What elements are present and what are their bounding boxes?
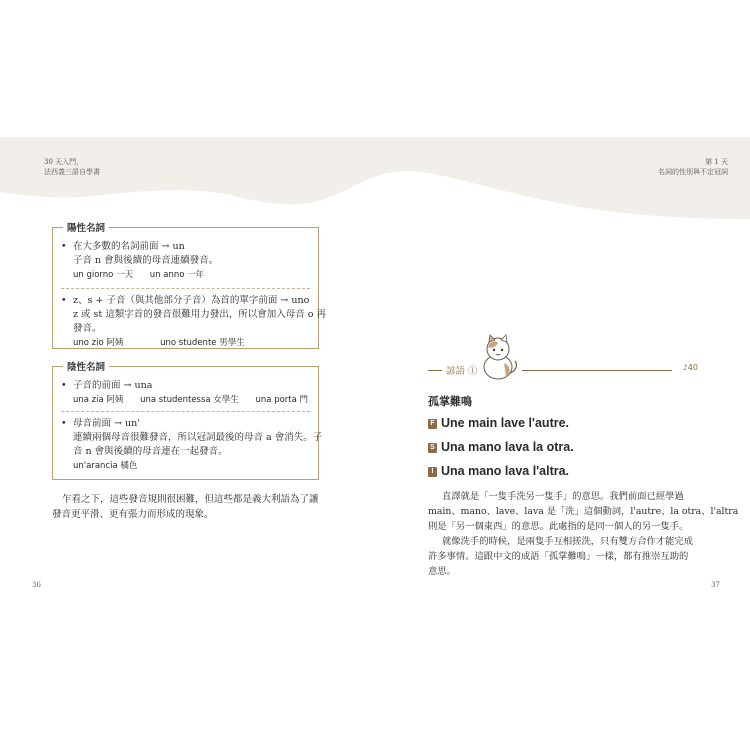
masc-rule-2 <box>61 294 326 350</box>
example: una studentessa 女學生 <box>140 395 239 405</box>
bullet-icon: • <box>61 380 67 391</box>
example: uno zio 阿姨 <box>73 338 124 348</box>
spanish-sentence <box>428 440 574 454</box>
right-para-line6: 意思。 <box>428 566 456 577</box>
masculine-nouns-box <box>52 223 327 349</box>
right-paragraph <box>428 489 738 579</box>
heading-rule-right <box>522 370 672 371</box>
masc-rule1-examples <box>73 268 218 282</box>
right-para-line5: 許多事情。這跟中文的成語「孤掌難鳴」一樣，都有推崇互助的 <box>428 551 689 562</box>
feminine-nouns-box <box>52 362 323 480</box>
fem-rule2-examples <box>73 459 322 473</box>
fem-rule2-line2: 連續兩個母音很難發音，所以冠詞最後的母音 a 會消失。子 <box>73 432 323 443</box>
page-number-left: 36 <box>32 581 41 589</box>
book-title-line1: 30 天入門， <box>44 158 84 166</box>
cat-illustration-icon <box>476 333 520 381</box>
book-title-line2: 法西義三語自學書 <box>44 168 100 176</box>
example: un anno 一年 <box>149 270 205 280</box>
bullet-icon: • <box>61 241 67 252</box>
chapter-day: 第 1 天 <box>705 158 728 166</box>
masc-rule2-examples <box>73 336 326 350</box>
proverb-heading-bar <box>428 363 698 377</box>
fem-rule2-line3: 音 n 會與後續的母音連在一起發音。 <box>73 446 228 457</box>
chapter-title: 名詞的性別與不定冠詞 <box>658 168 728 176</box>
fem-rule1-examples <box>73 393 322 407</box>
header-left <box>44 157 100 177</box>
spanish-text: Una mano lava la otra. <box>441 440 574 454</box>
page-number-right: 37 <box>711 581 720 589</box>
divider <box>61 288 310 289</box>
header-band <box>0 137 750 227</box>
proverb-heading: 諺語 ① <box>446 366 478 377</box>
right-para-line1: 直譯就是「一隻手洗另一隻手」的意思。我們前面已經學過 <box>442 491 684 502</box>
masc-rule2-line1: z、s + 子音（與其他部分子音）為首的單字前面 → uno <box>73 295 310 306</box>
italian-text: Una mano lava l'altra. <box>441 464 570 478</box>
fem-rule1-line1: 子音的前面 → una <box>73 380 153 391</box>
bullet-icon: • <box>61 295 67 306</box>
left-paragraph <box>52 492 319 522</box>
audio-track: ♪40 <box>682 363 698 372</box>
italian-sentence <box>428 464 569 478</box>
example: un giorno 一天 <box>73 270 134 280</box>
fem-rule-2 <box>61 417 322 473</box>
masc-rule-1 <box>61 240 218 282</box>
example: una zia 阿姨 <box>73 395 124 405</box>
spanish-flag-icon: S <box>428 443 437 453</box>
masc-rule1-line1: 在大多數的名詞前面 → un <box>73 241 185 252</box>
feminine-box-title: 陰性名詞 <box>63 359 109 373</box>
heading-rule-left <box>428 370 442 371</box>
example: una porta 門 <box>255 395 309 405</box>
masc-rule1-line2: 子音 n 會與後續的母音連續發音。 <box>73 255 219 266</box>
header-right <box>658 157 728 177</box>
example: uno studente 男學生 <box>160 338 245 348</box>
example: un'arancia 橘色 <box>73 461 138 471</box>
right-para-line4: 就像洗手的時候，是兩隻手互相搓洗，只有雙方合作才能完成 <box>442 536 694 547</box>
right-para-line2: main、mano、lave、lava 是「洗」這個動詞，l'autre、la otra、l'altra <box>428 506 739 517</box>
fem-rule2-line1: 母音前面 → un' <box>73 418 140 429</box>
right-para-line3: 則是「另一個東西」的意思。此處指的是同一個人的另一隻手。 <box>428 521 689 532</box>
proverb-title: 孤掌難鳴 <box>428 395 472 408</box>
french-sentence <box>428 416 569 430</box>
fem-rule-1 <box>61 379 322 407</box>
masculine-box-title: 陽性名詞 <box>63 220 109 234</box>
book-spread <box>0 137 750 613</box>
french-flag-icon: F <box>428 419 437 429</box>
divider <box>61 411 310 412</box>
left-para-line2: 發音更平滑、更有張力而形成的現象。 <box>52 509 214 520</box>
masc-rule2-line2: z 或 st 這類字首的發音很難用力發出，所以會加入母音 o 再 <box>73 309 327 320</box>
masc-rule2-line3: 發音。 <box>73 323 102 334</box>
french-text: Une main lave l'autre. <box>441 416 570 430</box>
italian-flag-icon: I <box>428 467 437 477</box>
left-para-line1: 乍看之下，這些發音規則很困難，但這些都是義大利語為了讓 <box>62 494 319 505</box>
bullet-icon: • <box>61 418 67 429</box>
